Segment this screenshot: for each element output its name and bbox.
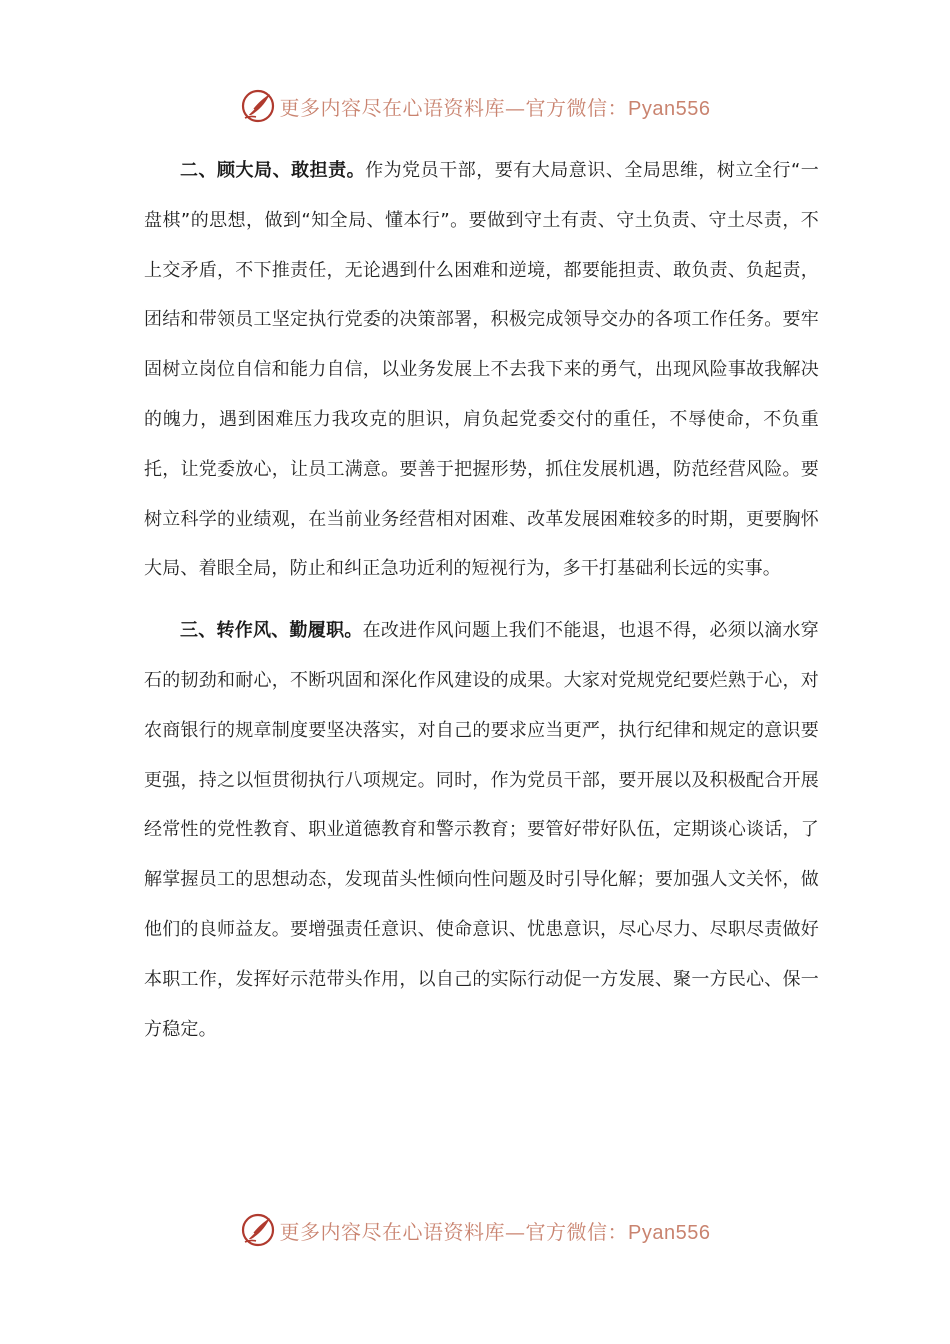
quill-pen-logo-icon	[240, 1212, 276, 1248]
paragraph	[144, 146, 819, 594]
document-body	[144, 146, 819, 1066]
header-banner	[0, 86, 950, 126]
quill-pen-logo-icon	[240, 88, 276, 124]
section-heading: 二、顾大局、敢担责。	[180, 160, 366, 181]
paragraph	[144, 606, 819, 1054]
wechat-id: Pyan556	[628, 97, 711, 120]
banner-text: 更多内容尽在心语资料库—官方微信：Pyan556	[279, 95, 711, 120]
paragraph-body: 作为党员干部，要有大局意识、全局思维，树立全行“一盘棋”的思想，做到“知全局、懂本行”。要做到守土有责、守土负责、守土尽责，不上交矛盾，不下推责任，无论遇到什么困难和逆境，都要能担责、敢负责、负起责，团结和带领员工坚定执行党委的决策部署，积极完成领导交办的各项工作任务。要牢固树立岗位自信和能力自信，以业务发展上不去我下来的勇气，出现风险事故我解决的魄力，遇到困难压力我攻克的胆识，肩负起党委交付的重任，不辱使命，不负重托，让党委放心，让员工满意。要善于把握形势，抓住发展机遇，防范经营风险。要树立科学的业绩观，在当前业务经营相对困难、改革发展困难较多的时期，更要胸怀大局、着眼全局，防止和纠正急功近利的短视行为，多干打基础利长远的实事。	[144, 160, 819, 580]
wechat-id: Pyan556	[628, 1221, 711, 1244]
banner-text: 更多内容尽在心语资料库—官方微信：Pyan556	[279, 1219, 711, 1244]
section-heading: 三、转作风、勤履职。	[180, 620, 363, 642]
paragraph-body: 在改进作风问题上我们不能退，也退不得，必须以滴水穿石的韧劲和耐心，不断巩固和深化作风建设的成果。大家对党规党纪要烂熟于心，对农商银行的规章制度要坚决落实，对自己的要求应当更严，执行纪律和规定的意识要更强，持之以恒贯彻执行八项规定。同时，作为党员干部，要开展以及积极配合开展经常性的党性教育、职业道德教育和警示教育；要管好带好队伍，定期谈心谈话，了解掌握员工的思想动态，发现苗头性倾向性问题及时引导化解；要加强人文关怀，做他们的良师益友。要增强责任意识、使命意识、忧患意识，尽心尽力、尽职尽责做好本职工作，发挥好示范带头作用，以自己的实际行动促一方发展、聚一方民心、保一方稳定。	[144, 620, 820, 1040]
footer-banner	[0, 1210, 950, 1250]
